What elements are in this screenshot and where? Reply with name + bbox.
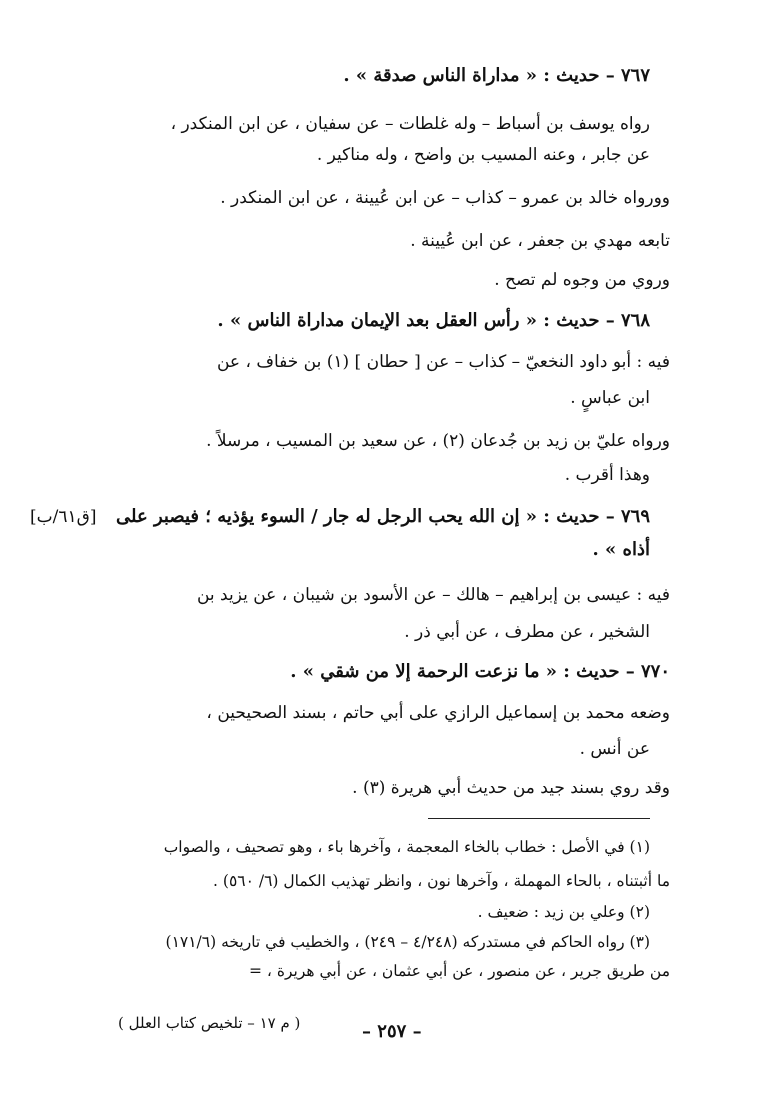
hadith-769-text-1b: الشخير ، عن مطرف ، عن أبي ذر . [404,622,650,642]
footnote-3b: من طريق جرير ، عن منصور ، عن أبي عثمان ، عن أبي هريرة ، = [249,962,670,980]
page-number: – ٢٥٧ – [362,1021,422,1042]
hadith-769-heading-b: أذاه » . [592,539,650,560]
hadith-768-heading: ٧٦٨ – حديث : « رأس العقل بعد الإيمان مداراة الناس » . [217,310,650,331]
footnote-1b: ما أثبتناه ، بالحاء المهملة ، وآخرها نون ، وانظر تهذيب الكمال (٦/ ٥٦٠) . [213,872,670,890]
footnote-3a: (٣) رواه الحاكم في مستدركه (٤/٢٤٨ – ٢٤٩) ، والخطيب في تاريخه (١٧١/٦) [165,933,650,951]
hadith-768-text-1b: ابن عباسٍ . [570,388,650,408]
hadith-769-text-1a: فيه : عيسى بن إبراهيم – هالك – عن الأسود بن شيبان ، عن يزيد بن [196,585,670,605]
hadith-768-text-2b: وهذا أقرب . [564,465,650,485]
hadith-770-text-1b: عن أنس . [579,739,650,759]
hadith-770-text-2: وقد روي بسند جيد من حديث أبي هريرة (٣) . [352,778,670,798]
hadith-770-heading: ٧٧٠ – حديث : « ما نزعت الرحمة إلا من شقي » . [290,661,670,682]
hadith-767-heading: ٧٦٧ – حديث : « مداراة الناس صدقة » . [343,65,650,86]
manuscript-folio-marker: [ق٦١/ب] [30,507,97,527]
footnote-2: (٢) وعلي بن زيد : ضعيف . [477,903,650,921]
hadith-770-text-1a: وضعه محمد بن إسماعيل الرازي على أبي حاتم ، بسند الصحيحين ، [206,703,670,723]
hadith-767-text-1a: رواه يوسف بن أسباط – وله غلطات – عن سفيان ، عن ابن المنكدر ، [170,114,650,134]
hadith-768-text-1a: فيه : أبو داود النخعيّ – كذاب – عن [ حطان ] (١) بن خفاف ، عن [216,352,670,372]
hadith-769-heading-a: ٧٦٩ – حديث : « إن الله يحب الرجل له جار / السوء يؤذيه ؛ فيصبر على [116,506,650,527]
signature-line: ( م ١٧ – تلخيص كتاب العلل ) [118,1014,301,1032]
hadith-767-text-1b: عن جابر ، وعنه المسيب بن واضح ، وله مناكير . [316,145,650,165]
hadith-767-text-3: تابعه مهدي بن جعفر ، عن ابن عُيينة . [410,231,670,251]
hadith-768-text-2a: ورواه عليّ بن زيد بن جُدعان (٢) ، عن سعيد بن المسيب ، مرسلاً . [206,431,670,451]
hadith-767-text-4: وروي من وجوه لم تصح . [494,270,670,290]
footnote-separator [428,818,650,819]
footnote-1a: (١) في الأصل : خطاب بالخاء المعجمة ، وآخرها باء ، وهو تصحيف ، والصواب [163,838,650,856]
hadith-767-text-2: وورواه خالد بن عمرو – كذاب – عن ابن عُيينة ، عن ابن المنكدر . [220,188,670,208]
